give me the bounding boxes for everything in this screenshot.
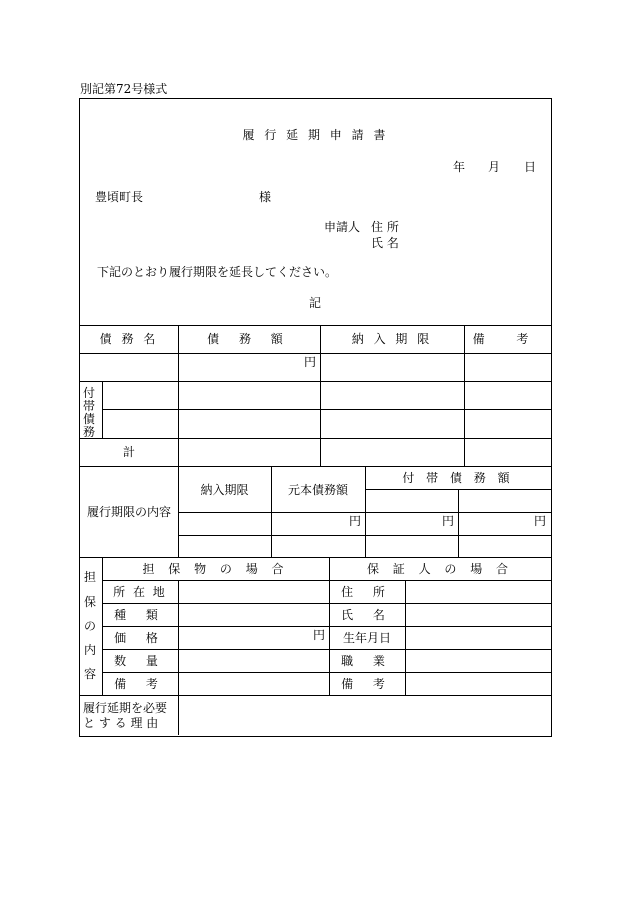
collateral-location-label: 所 在 地 [113, 585, 167, 599]
reason-label-line-1: 履行延期を必要 [83, 701, 168, 715]
futai-char-1: 付 [83, 386, 96, 400]
collateral-quantity-label: 数 量 [114, 654, 166, 668]
guarantor-name-label: 氏 名 [341, 608, 393, 622]
guarantor-remarks-label: 備 考 [341, 677, 393, 691]
honorific: 様 [259, 190, 272, 204]
form-title: 履 行 延 期 申 請 書 [242, 128, 389, 142]
header-principal: 元本債務額 [287, 483, 348, 497]
yen-unit: 円 [534, 514, 547, 528]
collateral-remarks-label: 備 考 [114, 677, 166, 691]
date-year-label: 年 [453, 160, 466, 174]
date-month-label: 月 [488, 160, 501, 174]
header-remarks: 備 考 [472, 332, 543, 346]
term-content-label: 履行期限の内容 [86, 505, 171, 519]
side-char-3: の [84, 619, 97, 633]
header-due-date: 納入期限 [200, 483, 249, 497]
futai-char-2: 帯 [83, 399, 96, 413]
addressee: 豊頃町長 [95, 190, 144, 204]
collateral-header: 担 保 物 の 場 合 [142, 562, 289, 576]
reason-label-line-2: と す る 理 由 [83, 716, 159, 730]
yen-unit: 円 [304, 355, 317, 369]
total-label: 計 [122, 445, 135, 459]
date-day-label: 日 [524, 160, 537, 174]
yen-unit: 円 [313, 628, 326, 642]
guarantor-occupation-label: 職 業 [341, 654, 393, 668]
guarantor-header: 保 証 人 の 場 合 [366, 562, 514, 576]
applicant-address-label: 住 所 [371, 220, 399, 234]
request-text: 下記のとおり履行期限を延長してください。 [97, 265, 338, 279]
guarantor-birthdate-label: 生年月日 [342, 631, 391, 645]
side-char-4: 内 [84, 643, 97, 657]
collateral-price-label: 価 格 [114, 631, 166, 645]
futai-char-4: 務 [83, 425, 96, 439]
applicant-name-label: 氏 名 [371, 236, 399, 250]
applicant-label: 申請人 [324, 220, 361, 234]
ki-label: 記 [309, 296, 322, 310]
header-payment-due: 納 入 期 限 [351, 332, 433, 346]
futai-char-3: 債 [83, 412, 96, 426]
side-char-1: 担 [84, 570, 97, 584]
collateral-type-label: 種 類 [114, 608, 166, 622]
header-debt-name: 債 務 名 [99, 332, 159, 346]
side-char-2: 保 [84, 595, 97, 609]
yen-unit: 円 [349, 514, 362, 528]
form-number: 別記第72号様式 [80, 82, 168, 96]
header-incidental: 付 帯 債 務 額 [402, 471, 514, 485]
side-char-5: 容 [84, 667, 97, 681]
guarantor-address-label: 住 所 [341, 585, 393, 599]
yen-unit: 円 [442, 514, 455, 528]
header-debt-amount: 債 務 額 [207, 332, 291, 346]
